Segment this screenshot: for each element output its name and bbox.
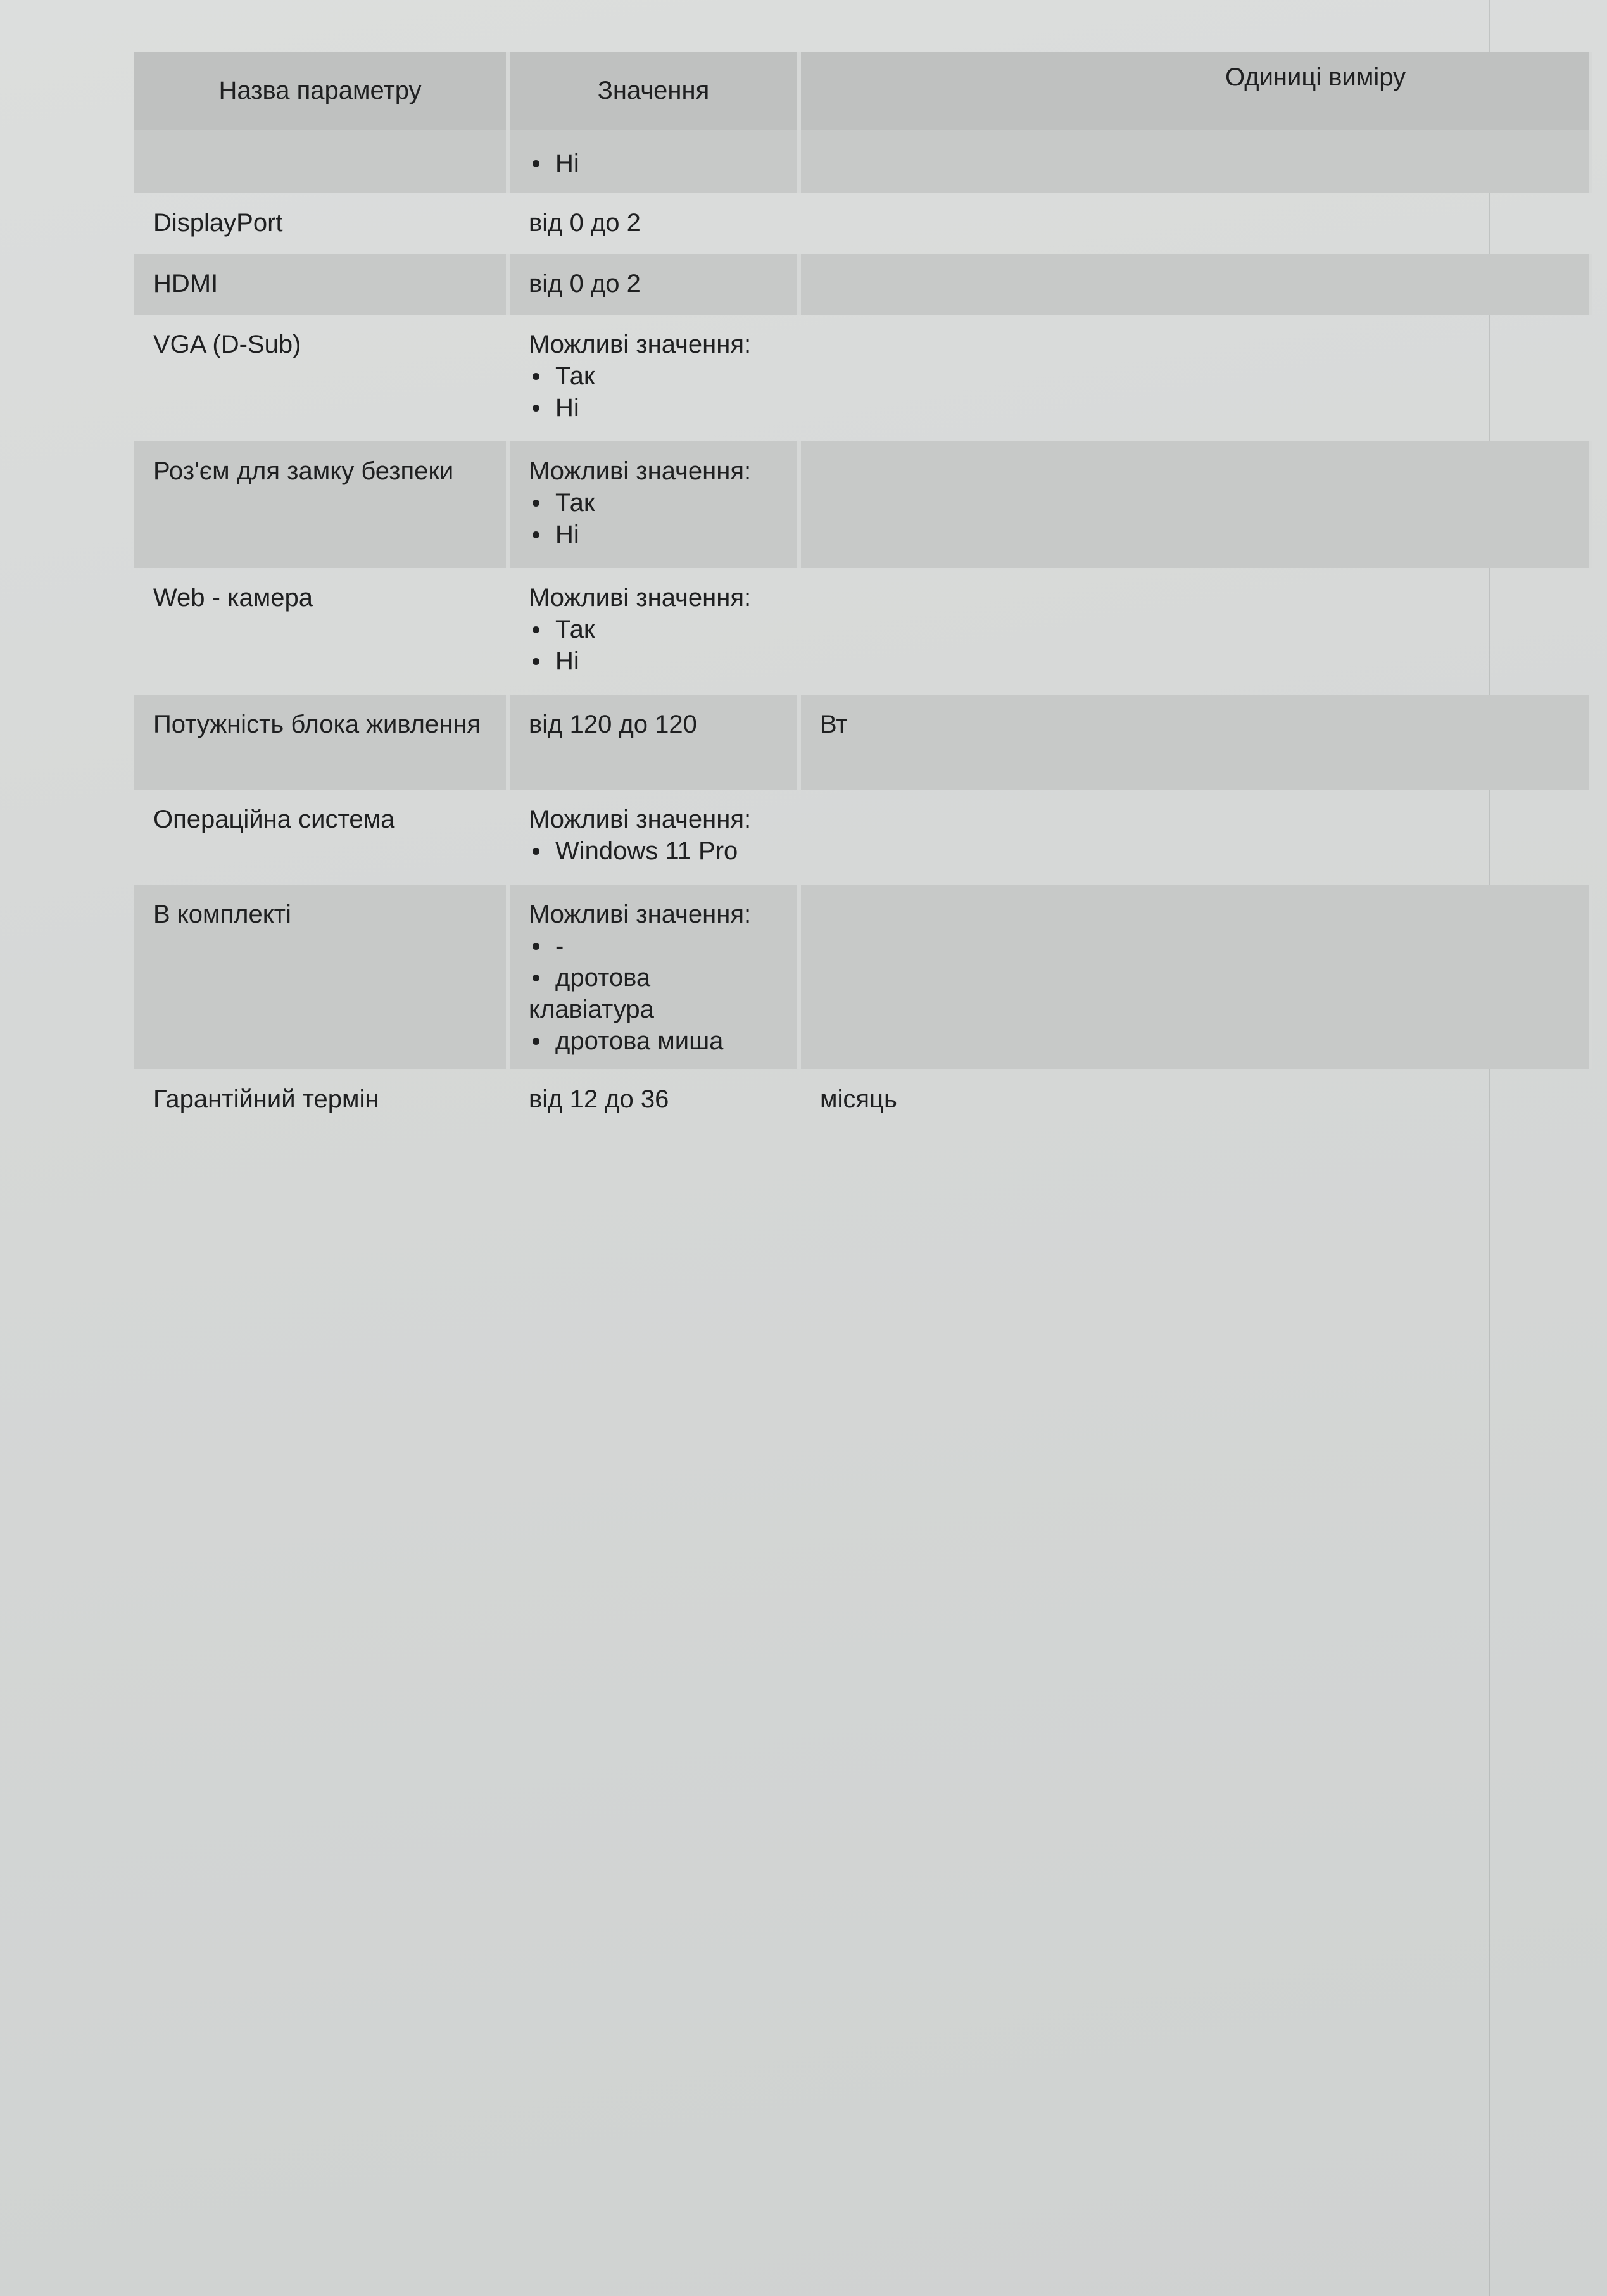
param-value	[508, 790, 799, 885]
value-options	[529, 148, 778, 179]
value-option: Так	[529, 487, 778, 519]
table-row	[134, 130, 1591, 193]
param-value	[508, 885, 799, 1069]
header-unit: Одиниці виміру	[799, 52, 1591, 130]
param-value	[508, 130, 799, 193]
value-option: дротова клавіатура	[529, 962, 778, 1025]
param-value: від 0 до 2	[508, 254, 799, 315]
param-name: DisplayPort	[153, 209, 283, 237]
param-name: В комплекті	[134, 885, 508, 1069]
param-name: Потужність блока живлення	[134, 695, 508, 790]
param-value	[508, 568, 799, 695]
table-row	[134, 568, 1591, 695]
param-unit	[799, 130, 1591, 193]
table-row	[134, 1069, 1591, 1130]
param-unit	[799, 254, 1591, 315]
value-option: Ні	[529, 645, 778, 677]
param-name: HDMI	[134, 254, 508, 315]
value-options	[529, 835, 778, 867]
value-option: Ні	[529, 392, 778, 424]
value-intro: Можливі значення:	[529, 584, 752, 612]
param-name	[134, 130, 508, 193]
table-row	[134, 315, 1591, 441]
spec-table	[134, 52, 1592, 1130]
table-row	[134, 254, 1591, 315]
value-options	[529, 360, 778, 424]
value-intro: Можливі значення:	[529, 457, 752, 485]
table-row	[134, 441, 1591, 568]
value-options	[529, 930, 778, 1057]
table-row	[134, 695, 1591, 790]
param-unit	[799, 568, 1591, 695]
param-name: Web - камера	[153, 584, 313, 612]
param-unit	[799, 885, 1591, 1069]
table-header-row	[134, 52, 1591, 130]
table-row	[134, 193, 1591, 254]
param-unit: місяць	[820, 1085, 897, 1113]
value-option: Ні	[529, 519, 778, 550]
value-options	[529, 487, 778, 550]
value-options	[529, 614, 778, 677]
value-option: дротова миша	[529, 1025, 778, 1057]
param-name: VGA (D-Sub)	[153, 331, 301, 358]
param-unit	[799, 441, 1591, 568]
value-option: -	[529, 930, 778, 962]
value-option: Windows 11 Pro	[529, 835, 778, 867]
table-row	[134, 885, 1591, 1069]
param-name: Операційна система	[153, 805, 395, 833]
header-name: Назва параметру	[134, 52, 508, 130]
param-value: від 120 до 120	[508, 695, 799, 790]
table-row	[134, 790, 1591, 885]
param-unit	[799, 315, 1591, 441]
value-option: Так	[529, 614, 778, 645]
value-option: Ні	[529, 148, 778, 179]
param-name: Роз'єм для замку безпеки	[134, 441, 508, 568]
header-value: Значення	[508, 52, 799, 130]
param-unit: Вт	[799, 695, 1591, 790]
param-value: від 12 до 36	[529, 1085, 669, 1113]
param-value: від 0 до 2	[529, 209, 641, 237]
param-unit	[799, 790, 1591, 885]
param-value	[508, 315, 799, 441]
param-value	[508, 441, 799, 568]
value-option: Так	[529, 360, 778, 392]
value-intro: Можливі значення:	[529, 331, 752, 358]
value-intro: Можливі значення:	[529, 900, 752, 928]
value-intro: Можливі значення:	[529, 805, 752, 833]
param-unit	[799, 193, 1591, 254]
param-name: Гарантійний термін	[153, 1085, 379, 1113]
